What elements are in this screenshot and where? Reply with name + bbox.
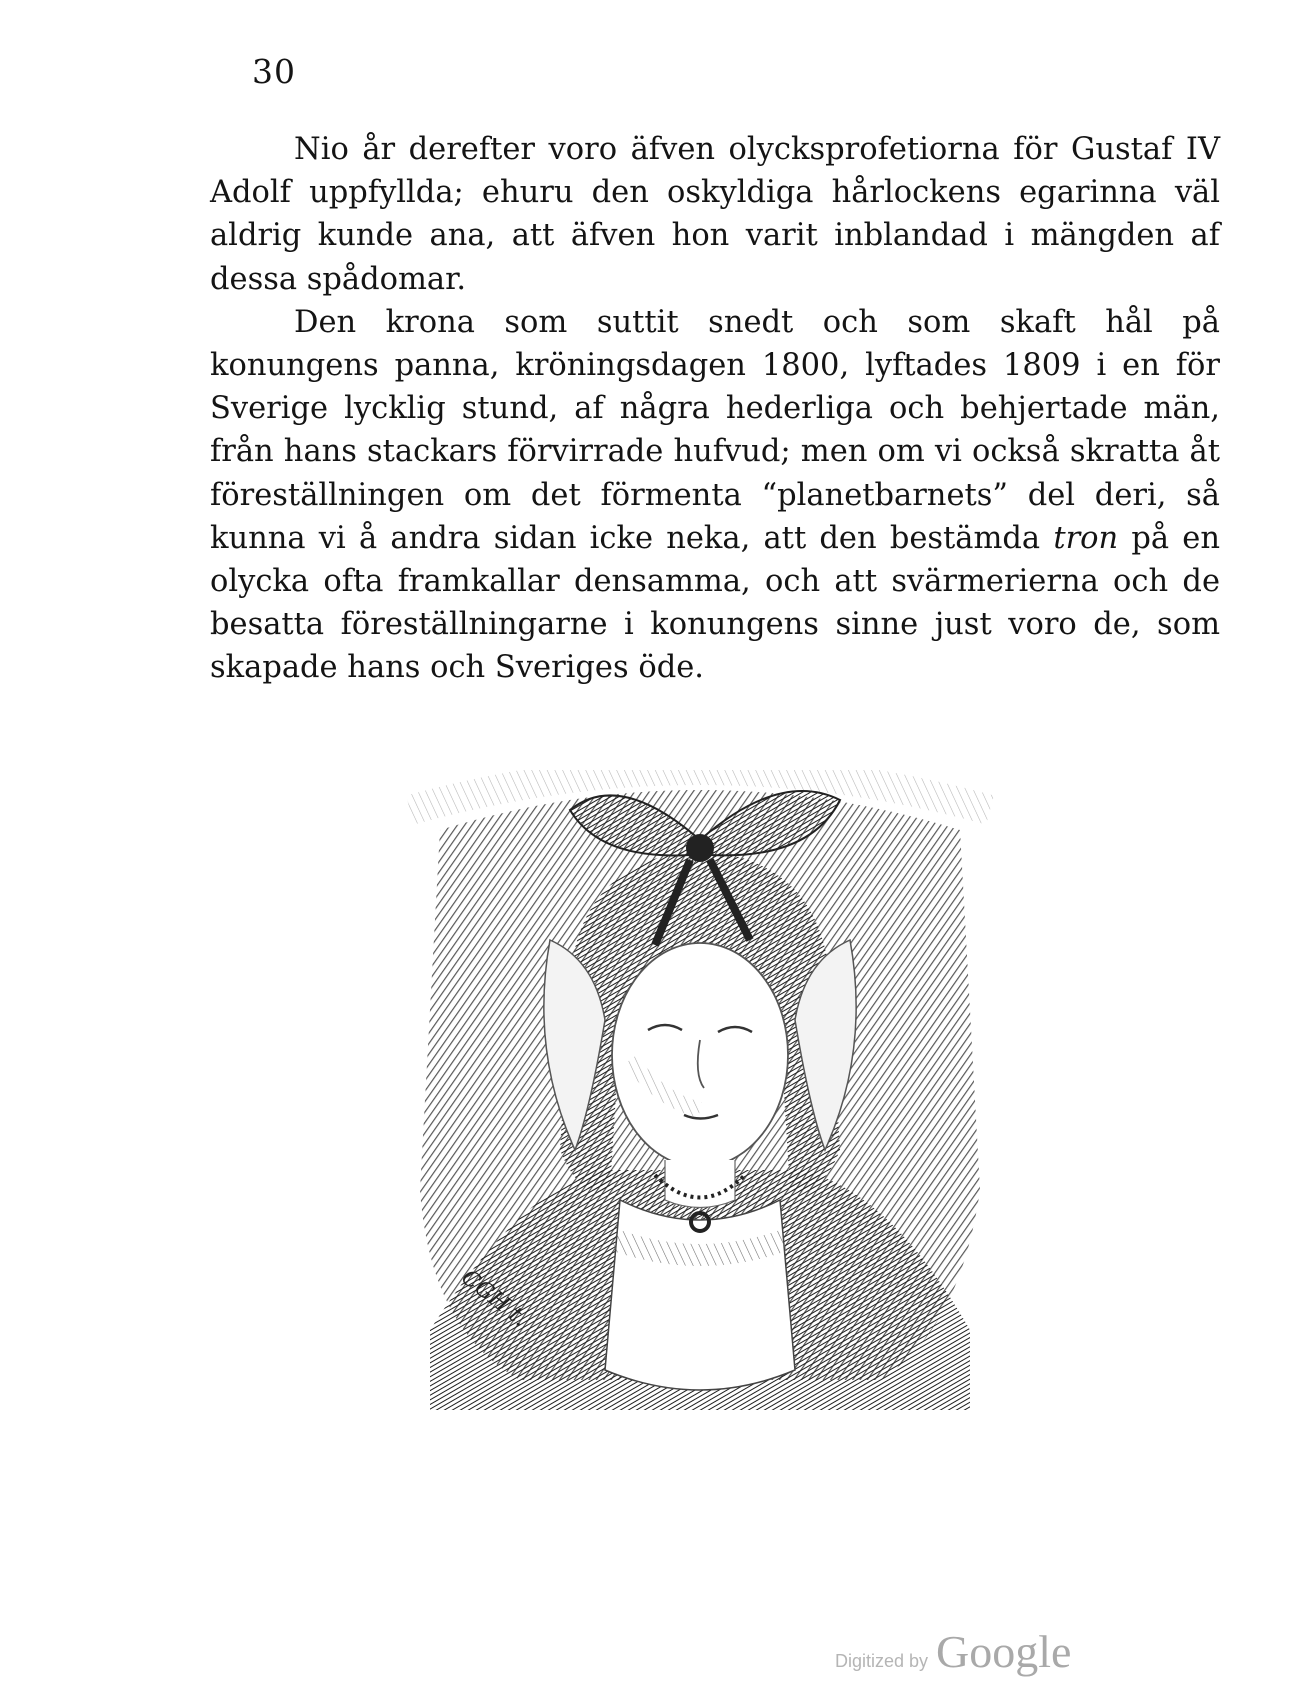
text-block bbox=[210, 128, 1220, 690]
digitized-by-label: Digitized by bbox=[835, 1651, 929, 1671]
emphasis-word: tron bbox=[1053, 520, 1119, 556]
google-logo: Google bbox=[936, 1626, 1072, 1677]
paragraph-2 bbox=[210, 301, 1220, 690]
engraver-signature: CGH t. bbox=[456, 1265, 532, 1332]
paragraph-2-after: på en olycka ofta framkallar densamma, och att svärmerierna och de besatta föreställningarne i konungens sinne just voro de, som skapade hans och Sveriges öde. bbox=[210, 520, 1220, 686]
digitized-by-watermark bbox=[835, 1625, 1071, 1678]
page-number: 30 bbox=[252, 52, 296, 91]
paragraph-2-before: Den krona som suttit snedt och som skaft hål på konungens panna, kröningsdagen 1800, lyftades 1809 i en för Sverige lycklig stund, af några hederliga och behjertade män, från hans stackars förvirrade hufvud; men om vi också skratta åt föreställningen om det förmenta “planetbarnets” del deri, så kunna vi å andra sidan icke neka, att den bestämda bbox=[210, 304, 1220, 556]
paragraph-1: Nio år derefter voro äfven olycksprofetiorna för Gustaf IV Adolf uppfyllda; ehuru den oskyldiga hårlockens egarinna väl aldrig kunde ana, att äfven hon varit inblandad i mängden af dessa spådomar. bbox=[210, 132, 1220, 297]
portrait-engraving-icon bbox=[400, 770, 1000, 1410]
